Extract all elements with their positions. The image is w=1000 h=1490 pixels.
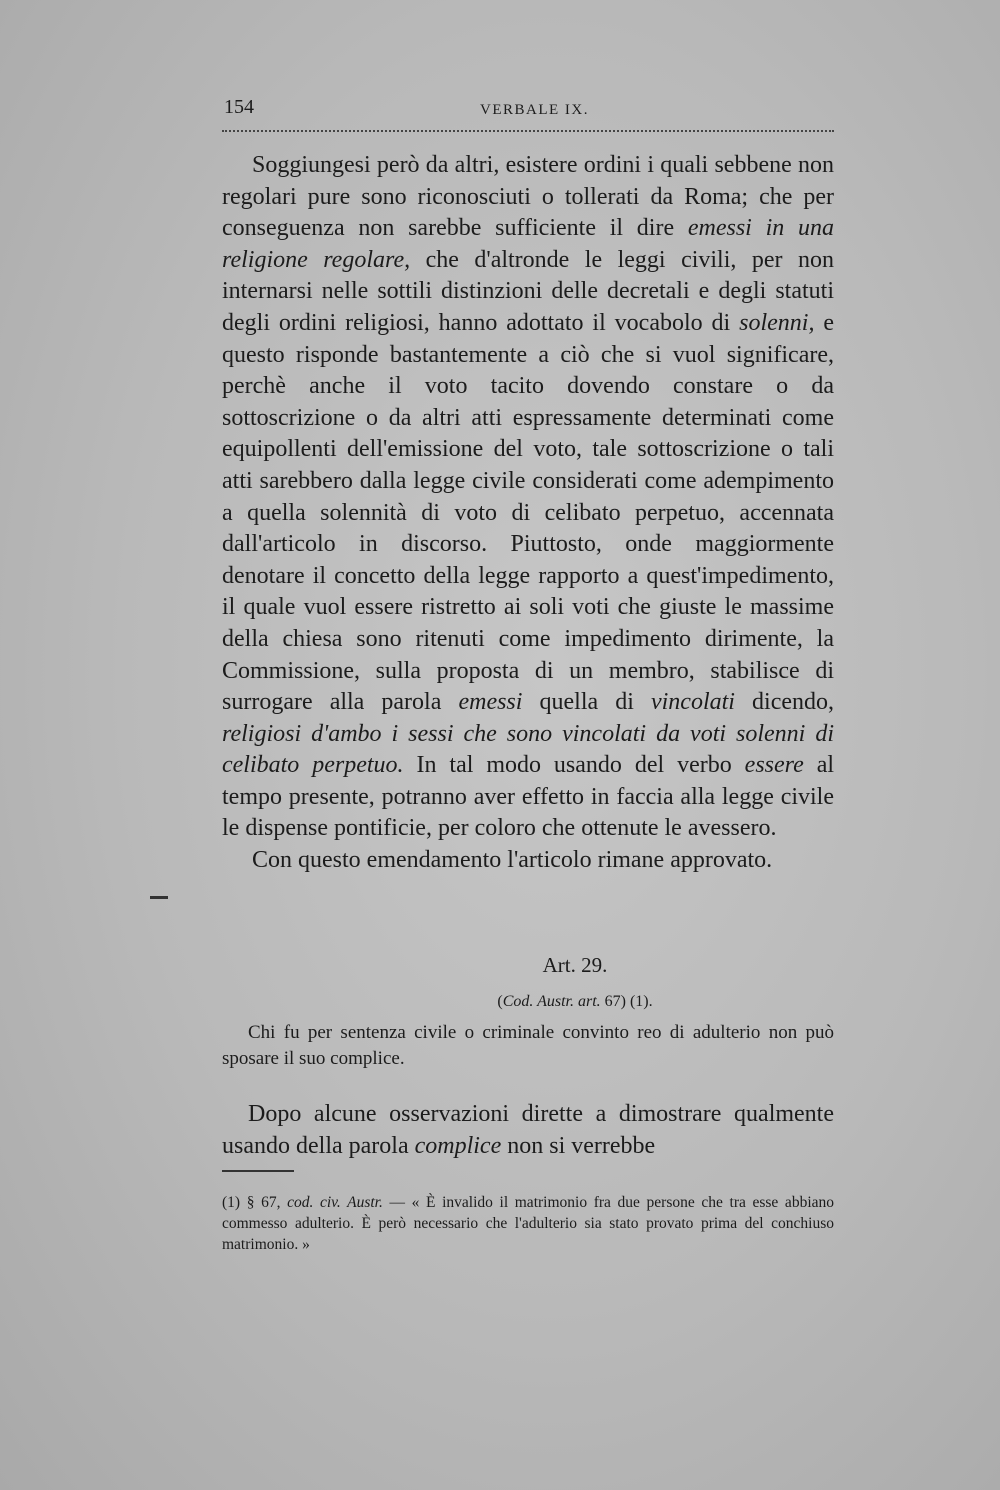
paragraph1-run: Soggiungesi però da altri, esistere ordini i quali sebbene non regolari pure sono riconosciuti o tollerati da Roma; che per conseguenza non sarebbe sufficiente il dire: [222, 152, 834, 242]
footnote: [222, 1192, 834, 1255]
footnote-text: [222, 1192, 834, 1255]
running-title: VERBALE IX.: [480, 102, 589, 118]
paragraph3-run: Dopo alcune osservazioni dirette a dimostrare qualmente usando della parola: [222, 1101, 834, 1159]
paragraph3-run: complice: [414, 1133, 502, 1159]
paragraph1-run: dicendo,: [734, 689, 834, 716]
paragraph1-run: religiosi d'ambo i sessi che sono vincolati da voti solenni di celibato perpetuo.: [222, 720, 834, 779]
paragraph1-run: essere: [744, 752, 804, 779]
continuation-text: [222, 1098, 834, 1162]
article-text: [222, 1020, 834, 1072]
paragraph-3: [222, 1098, 834, 1162]
paragraph1-run: emessi in una religione regolare,: [222, 215, 834, 273]
paragraph1-run: In tal modo usando del verbo: [403, 752, 745, 779]
page-number: 154: [224, 96, 254, 118]
paragraph3-run: non si verrebbe: [501, 1133, 656, 1159]
footnote-rule: [222, 1170, 294, 1172]
paragraph1-run: e questo risponde bastantemente a ciò che si vuol significare, perchè anche il voto tacito dovendo constare o da sottoscrizione o da altri atti espressamente determinati come equipollenti dell'emissione del voto, tale sottoscrizione o tali atti sarebbero dalla legge civile considerati come adempimento a quella solennità di voto di celibato perpetuo, accennata dall'articolo in discorso. Piuttosto, onde maggiormente denotare il concetto della legge rapporto a quest'impedimento, il quale vuol essere ristretto ai soli voti che giuste le massime della chiesa sono ritenuti come impedimento dirimente, la Commissione, sulla proposta di un membro, stabilisce di surrogare alla parola: [222, 309, 834, 716]
paragraph1-run: al tempo presente, potranno aver effetto in faccia alla legge civile le dispense pontificie, per coloro che ottenute le avessero.: [222, 752, 835, 842]
paragraph1-run: vincolati: [650, 689, 735, 716]
footnote-run: cod. civ. Austr.: [287, 1194, 383, 1211]
header-rule: [222, 130, 834, 132]
paragraph-2: Con questo emendamento l'articolo rimane approvato.: [252, 847, 773, 874]
paragraph1-run: che d'altronde le leggi civili, per non internarsi nelle sottili distinzioni delle decretali e degli statuti degli ordini religiosi, hanno adottato il vocabolo di: [222, 246, 834, 336]
article-reference: (Cod. Austr. art. 67) (1).: [497, 993, 653, 1010]
footnote-run: — « È invalido il matrimonio fra due persone che tra esse abbiano commesso adulterio. È però necessario che l'adulterio sia stato provato prima del conchiuso matrimonio. »: [222, 1194, 835, 1253]
paragraph1-run: solenni,: [739, 309, 815, 336]
margin-mark: [150, 896, 168, 899]
paragraph1-run: emessi: [458, 689, 523, 716]
article-body: Chi fu per sentenza civile o criminale convinto reo di adulterio non può sposare il suo complice.: [222, 1022, 834, 1069]
footnote-run: (1) § 67,: [222, 1194, 288, 1211]
article-heading: Art. 29.: [542, 953, 608, 977]
paragraph-1: [222, 150, 834, 845]
main-text: [222, 150, 834, 877]
paragraph1-run: quella di: [522, 689, 651, 716]
